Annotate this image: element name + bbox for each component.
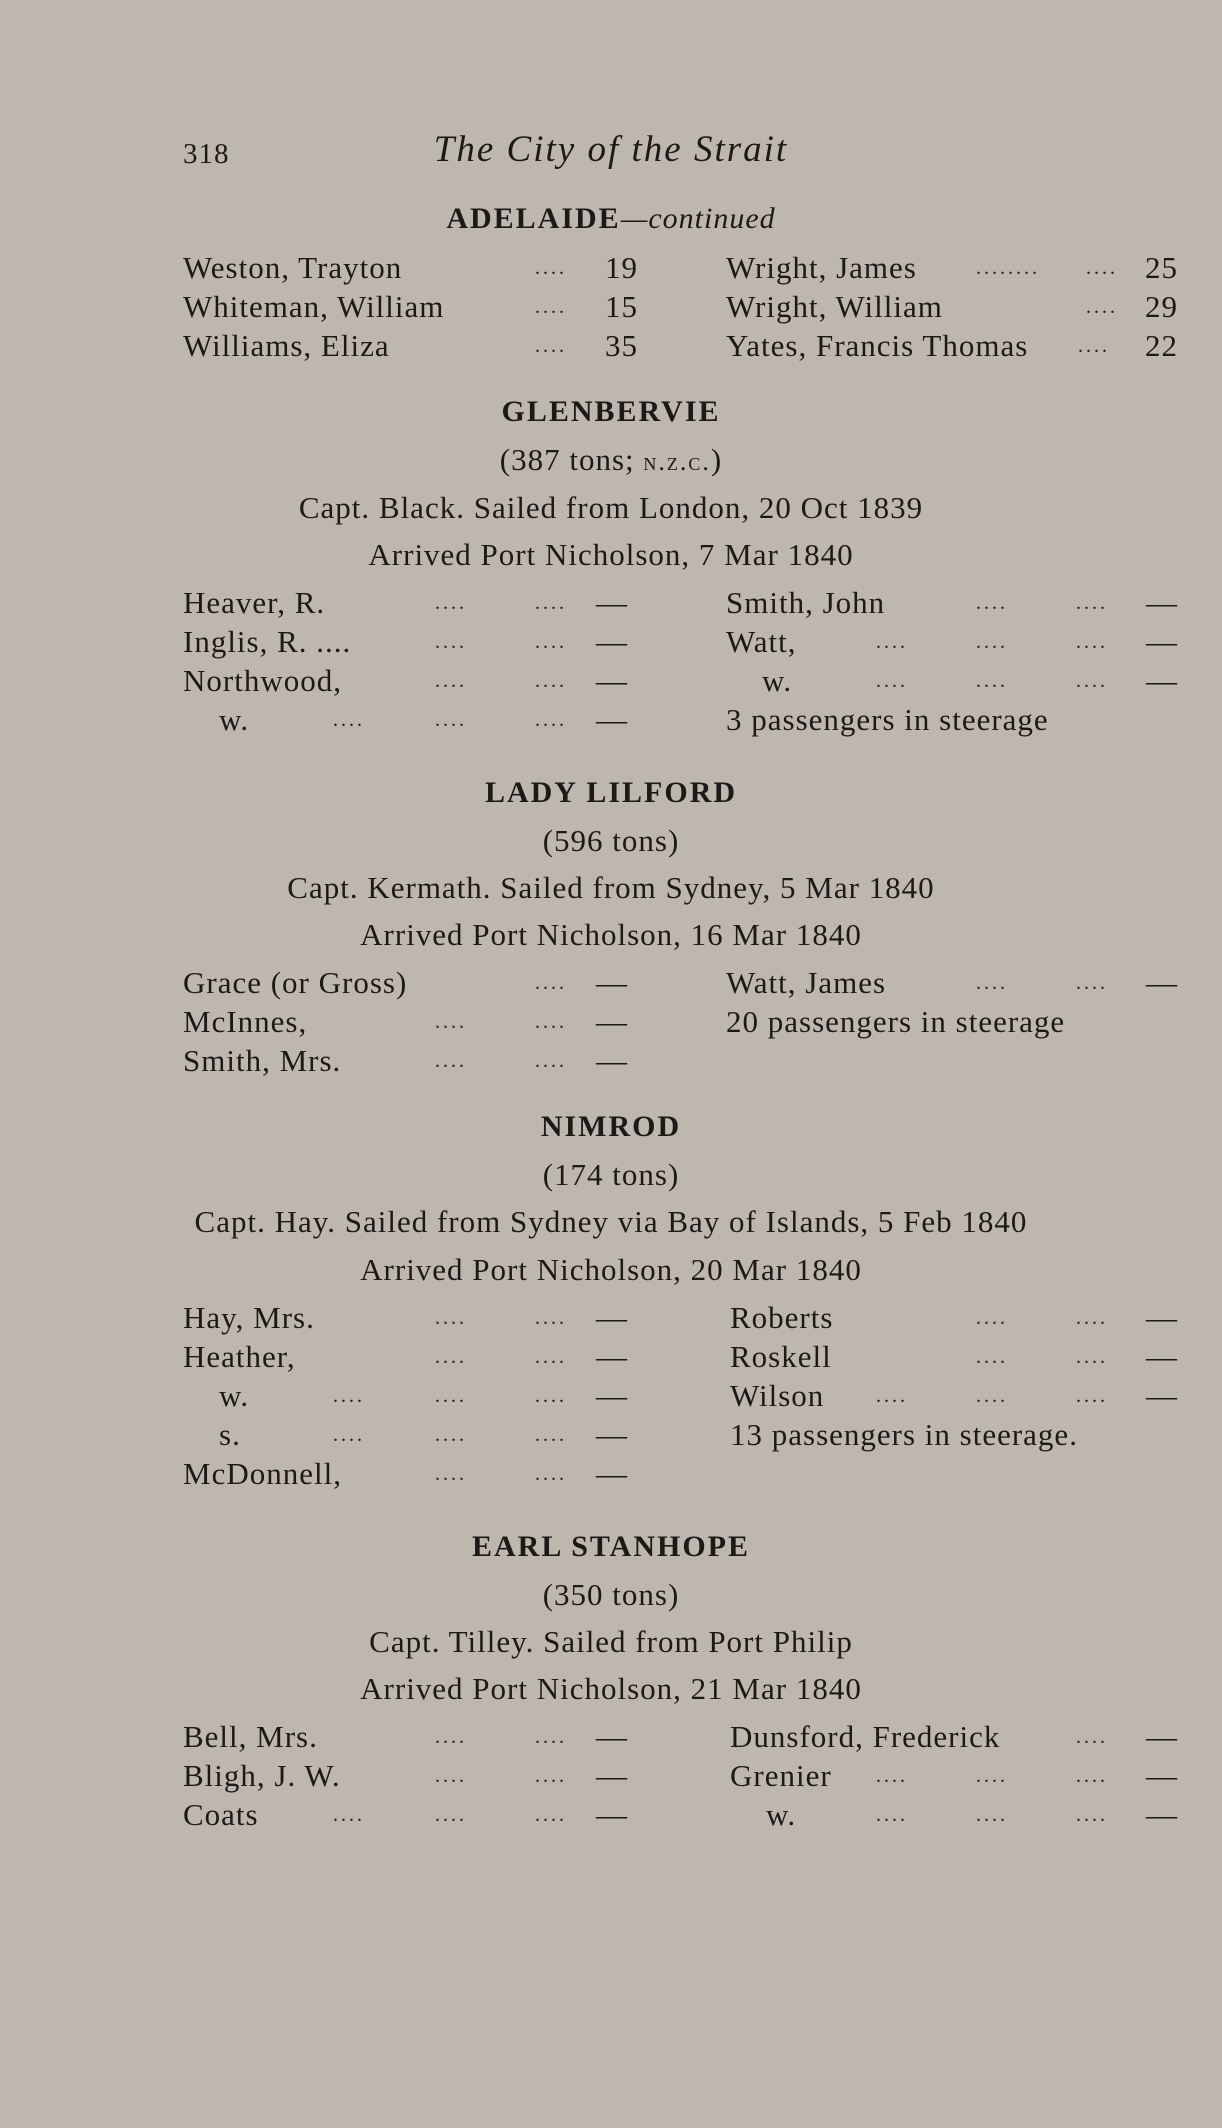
passenger-entry xyxy=(726,661,1178,701)
leader-dots: .... xyxy=(1076,1726,1108,1748)
leader-dots: .... xyxy=(435,1726,467,1748)
passenger-name: Bligh, J. W. xyxy=(183,1758,341,1793)
passenger-age: 15 xyxy=(605,289,638,324)
leader-dots: .... xyxy=(976,1765,1008,1787)
leader-dots: .... xyxy=(535,592,567,614)
passenger-name: Watt, xyxy=(726,624,797,659)
leader-dots: .... xyxy=(535,1307,567,1329)
passenger-value: — xyxy=(596,1043,628,1078)
passenger-name: Grace (or Gross) xyxy=(183,965,408,1000)
leader-dots: .... xyxy=(876,1385,908,1407)
passenger-entry xyxy=(183,1041,638,1081)
leader-dots: .... xyxy=(535,296,567,318)
passenger-value: — xyxy=(596,1417,628,1452)
passenger-name: Roskell xyxy=(730,1339,832,1374)
passenger-name: Wright, James xyxy=(726,250,917,285)
ship-tonnage: (596 tons) xyxy=(542,823,680,858)
continued-label: —continued xyxy=(620,202,776,235)
passenger-value: — xyxy=(596,1004,628,1039)
leader-dots: .... xyxy=(435,1346,467,1368)
leader-dots: .... xyxy=(535,1385,567,1407)
passenger-value: — xyxy=(596,624,628,659)
passenger-entry xyxy=(183,583,638,623)
leader-dots: .... xyxy=(976,670,1008,692)
passenger-entry xyxy=(183,963,638,1003)
sailing-info: Capt. Hay. Sailed from Sydney via Bay of Islands, 5 Feb 1840 xyxy=(194,1204,1028,1239)
steerage-count: 20 passengers in steerage xyxy=(726,1004,1066,1039)
passenger-name: Bell, Mrs. xyxy=(183,1719,318,1754)
leader-dots: .... xyxy=(435,1463,467,1485)
leader-dots: .... xyxy=(535,1011,567,1033)
passenger-entry xyxy=(183,700,638,740)
steerage-note xyxy=(726,1415,1178,1455)
passenger-name: Williams, Eliza xyxy=(183,328,390,363)
passenger-name: Watt, James xyxy=(726,965,887,1000)
leader-dots: .... xyxy=(1086,257,1118,279)
leader-dots: .... xyxy=(435,670,467,692)
leader-dots: .... xyxy=(535,257,567,279)
leader-dots: .... xyxy=(435,1307,467,1329)
arrival-info: Arrived Port Nicholson, 7 Mar 1840 xyxy=(368,537,854,572)
passenger-name: w. xyxy=(219,1378,250,1413)
leader-dots: .... xyxy=(876,1765,908,1787)
section-title-earl-stanhope: EARL STANHOPE xyxy=(472,1530,750,1563)
section-title-lady-lilford: LADY LILFORD xyxy=(484,776,738,809)
passenger-name: Yates, Francis Thomas xyxy=(726,328,1029,363)
passenger-entry xyxy=(183,287,638,327)
passenger-name: McInnes, xyxy=(183,1004,308,1039)
leader-dots: .... xyxy=(1076,631,1108,653)
running-title: The City of the Strait xyxy=(433,129,789,170)
passenger-value: — xyxy=(1146,1339,1178,1374)
leader-dots: .... xyxy=(976,1346,1008,1368)
leader-dots: .... xyxy=(1076,670,1108,692)
leader-dots: .... xyxy=(1076,1765,1108,1787)
passenger-value: — xyxy=(596,1339,628,1374)
passenger-value: — xyxy=(1146,1758,1178,1793)
leader-dots: .... xyxy=(976,1385,1008,1407)
passenger-name: Smith, John xyxy=(726,585,886,620)
leader-dots: .... xyxy=(435,1765,467,1787)
passenger-value: — xyxy=(596,965,628,1000)
section-title-nimrod: NIMROD xyxy=(540,1110,682,1143)
leader-dots: .... xyxy=(535,1050,567,1072)
passenger-entry xyxy=(726,1376,1178,1416)
passenger-value: — xyxy=(1146,1300,1178,1335)
passenger-entry xyxy=(726,287,1178,327)
sailing-info: Capt. Kermath. Sailed from Sydney, 5 Mar 1840 xyxy=(287,870,935,905)
passenger-entry xyxy=(726,583,1178,623)
leader-dots: .... xyxy=(435,1385,467,1407)
leader-dots: .... xyxy=(333,1385,365,1407)
leader-dots: .... xyxy=(333,1804,365,1826)
leader-dots: .... xyxy=(1076,592,1108,614)
passenger-value: — xyxy=(1146,965,1178,1000)
passenger-value: — xyxy=(596,585,628,620)
leader-dots: .... xyxy=(435,1424,467,1446)
passenger-value: — xyxy=(596,702,628,737)
leader-dots: .... xyxy=(535,1424,567,1446)
leader-dots: .... xyxy=(535,972,567,994)
leader-dots: .... xyxy=(1076,1804,1108,1826)
passenger-value: — xyxy=(596,1758,628,1793)
passenger-name: Wilson xyxy=(730,1378,825,1413)
passenger-name: Inglis, R. .... xyxy=(183,624,352,659)
passenger-age: 35 xyxy=(605,328,638,363)
company-abbrev: n.z.c. xyxy=(643,447,711,476)
leader-dots: .... xyxy=(435,709,467,731)
passenger-entry xyxy=(726,1298,1178,1338)
passenger-name: Northwood, xyxy=(183,663,342,698)
passenger-entry xyxy=(183,1717,638,1757)
leader-dots: .... xyxy=(333,709,365,731)
sailing-info: Capt. Black. Sailed from London, 20 Oct 1839 xyxy=(298,490,924,525)
passenger-name: Coats xyxy=(183,1797,259,1832)
page-number: 318 xyxy=(183,138,230,170)
passenger-name: w. xyxy=(762,663,793,698)
passenger-name: Roberts xyxy=(730,1300,834,1335)
leader-dots: .... xyxy=(876,670,908,692)
passenger-name: Heaver, R. xyxy=(183,585,326,620)
leader-dots: .... xyxy=(535,1463,567,1485)
leader-dots: .... xyxy=(1076,1307,1108,1329)
leader-dots: .... xyxy=(1076,972,1108,994)
arrival-info: Arrived Port Nicholson, 21 Mar 1840 xyxy=(360,1671,862,1706)
leader-dots: .... xyxy=(535,1765,567,1787)
leader-dots: .... xyxy=(1076,1346,1108,1368)
passenger-entry xyxy=(726,622,1178,662)
leader-dots: .... xyxy=(535,1804,567,1826)
leader-dots: .... xyxy=(1076,1385,1108,1407)
leader-dots: .... xyxy=(876,631,908,653)
leader-dots: .... xyxy=(1078,335,1110,357)
passenger-name: McDonnell, xyxy=(183,1456,342,1491)
leader-dots: ........ xyxy=(976,257,1040,279)
passenger-entry xyxy=(726,326,1178,366)
leader-dots: .... xyxy=(435,1804,467,1826)
steerage-count: 3 passengers in steerage xyxy=(726,702,1049,737)
passenger-entry xyxy=(726,248,1178,288)
ship-tonnage: (387 tons; n.z.c.) xyxy=(499,442,723,477)
arrival-info: Arrived Port Nicholson, 16 Mar 1840 xyxy=(360,917,862,952)
passenger-entry xyxy=(183,661,638,701)
passenger-value: — xyxy=(1146,1719,1178,1754)
leader-dots: .... xyxy=(435,1050,467,1072)
leader-dots: .... xyxy=(976,1307,1008,1329)
passenger-name: Weston, Trayton xyxy=(183,250,403,285)
passenger-name: Dunsford, Frederick xyxy=(730,1719,1001,1754)
leader-dots: .... xyxy=(1086,296,1118,318)
passenger-value: — xyxy=(1146,1797,1178,1832)
section-title-glenbervie: GLENBERVIE xyxy=(501,395,721,428)
passenger-value: — xyxy=(596,1300,628,1335)
leader-dots: .... xyxy=(535,335,567,357)
leader-dots: .... xyxy=(333,1424,365,1446)
ship-tonnage: (174 tons) xyxy=(542,1157,680,1192)
passenger-name: w. xyxy=(766,1797,797,1832)
passenger-entry xyxy=(183,1415,638,1455)
leader-dots: .... xyxy=(976,1804,1008,1826)
leader-dots: .... xyxy=(435,592,467,614)
passenger-name: Wright, William xyxy=(726,289,943,324)
passenger-name: Grenier xyxy=(730,1758,832,1793)
passenger-name: Hay, Mrs. xyxy=(183,1300,315,1335)
arrival-info: Arrived Port Nicholson, 20 Mar 1840 xyxy=(360,1252,862,1287)
steerage-note xyxy=(726,1002,1178,1042)
passenger-value: — xyxy=(1146,624,1178,659)
passenger-entry xyxy=(183,1795,638,1835)
passenger-age: 29 xyxy=(1145,289,1178,324)
sailing-info: Capt. Tilley. Sailed from Port Philip xyxy=(369,1624,853,1659)
passenger-value: — xyxy=(1146,663,1178,698)
passenger-value: — xyxy=(596,1378,628,1413)
passenger-entry xyxy=(183,1756,638,1796)
passenger-name: w. xyxy=(219,702,250,737)
passenger-value: — xyxy=(1146,1378,1178,1413)
ship-tonnage: (350 tons) xyxy=(542,1577,680,1612)
leader-dots: .... xyxy=(535,1726,567,1748)
leader-dots: .... xyxy=(876,1804,908,1826)
leader-dots: .... xyxy=(976,592,1008,614)
passenger-value: — xyxy=(1146,585,1178,620)
passenger-value: — xyxy=(596,1719,628,1754)
passenger-entry xyxy=(183,326,638,366)
passenger-value: — xyxy=(596,1456,628,1491)
passenger-entry xyxy=(726,1795,1178,1835)
passenger-name: Heather, xyxy=(183,1339,296,1374)
passenger-age: 19 xyxy=(605,250,638,285)
section-title-adelaide: ADELAIDE—continued xyxy=(446,202,776,235)
passenger-entry xyxy=(726,1337,1178,1377)
passenger-name: Smith, Mrs. xyxy=(183,1043,342,1078)
passenger-entry xyxy=(183,622,638,662)
passenger-entry xyxy=(726,1756,1178,1796)
passenger-entry xyxy=(183,1002,638,1042)
passenger-entry xyxy=(726,963,1178,1003)
page-header xyxy=(0,128,1222,178)
passenger-name: Whiteman, William xyxy=(183,289,445,324)
passenger-entry xyxy=(183,248,638,288)
leader-dots: .... xyxy=(976,972,1008,994)
passenger-name: s. xyxy=(219,1417,241,1452)
passenger-age: 25 xyxy=(1145,250,1178,285)
passenger-entry xyxy=(726,1717,1178,1757)
leader-dots: .... xyxy=(535,631,567,653)
leader-dots: .... xyxy=(535,1346,567,1368)
passenger-value: — xyxy=(596,1797,628,1832)
leader-dots: .... xyxy=(435,1011,467,1033)
steerage-count: 13 passengers in steerage. xyxy=(730,1417,1078,1452)
passenger-age: 22 xyxy=(1145,328,1178,363)
passenger-entry xyxy=(183,1298,638,1338)
passenger-entry xyxy=(183,1337,638,1377)
leader-dots: .... xyxy=(435,631,467,653)
leader-dots: .... xyxy=(976,631,1008,653)
leader-dots: .... xyxy=(535,670,567,692)
passenger-entry xyxy=(183,1376,638,1416)
steerage-note xyxy=(726,700,1178,740)
passenger-entry xyxy=(183,1454,638,1494)
leader-dots: .... xyxy=(535,709,567,731)
passenger-value: — xyxy=(596,663,628,698)
